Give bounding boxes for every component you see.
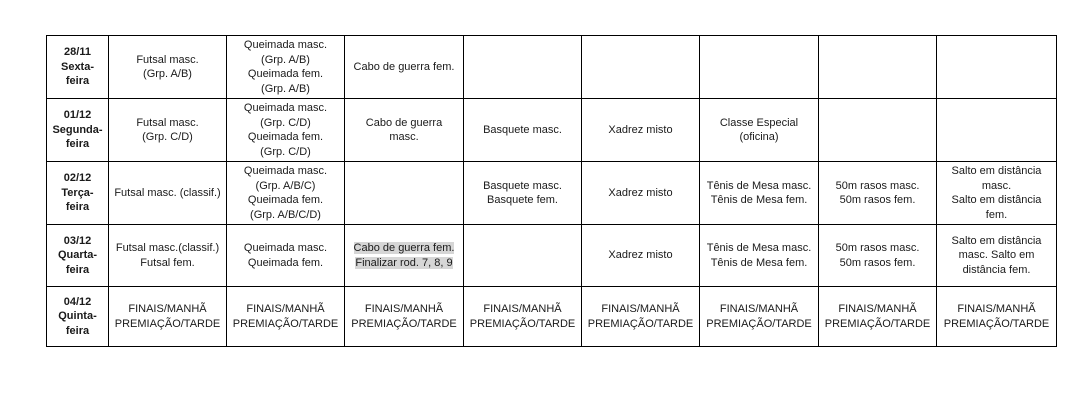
- weekday-label: Terça-: [61, 186, 94, 199]
- weekday-label: Quarta-: [57, 249, 98, 262]
- event-cell: [937, 162, 1057, 225]
- event-line: FINAIS/MANHÃ: [246, 303, 325, 315]
- event-cell: [345, 287, 464, 347]
- event-line: 50m rasos masc.: [835, 242, 920, 254]
- event-line: FINAIS/MANHÃ: [838, 303, 917, 315]
- table-row: [47, 225, 1057, 287]
- schedule-table: [46, 35, 1057, 347]
- event-line: 50m rasos fem.: [839, 194, 916, 206]
- date-label: 04/12: [63, 295, 92, 308]
- weekday-label: feira: [65, 263, 90, 276]
- event-line: Queimada masc.: [243, 165, 328, 177]
- event-cell: [582, 162, 700, 225]
- date-cell: [47, 99, 109, 162]
- event-cell: [227, 225, 345, 287]
- weekday-label: feira: [65, 324, 90, 337]
- event-cell: [700, 99, 819, 162]
- event-line: Queimada fem.: [247, 194, 324, 206]
- event-cell: [819, 162, 937, 225]
- event-cell-highlighted: [345, 225, 464, 287]
- event-line: Queimada fem.: [247, 256, 324, 269]
- event-line: Futsal masc. (classif.): [114, 186, 221, 199]
- date-label: 03/12: [63, 234, 92, 247]
- event-line: Xadrez misto: [608, 123, 673, 136]
- event-line: Xadrez misto: [608, 249, 673, 262]
- event-line: masc.: [981, 179, 1012, 192]
- date-cell: [47, 287, 109, 347]
- event-line: Classe Especial: [719, 116, 799, 129]
- date-label: 02/12: [63, 172, 92, 185]
- event-line: Finalizar rod. 7, 8, 9: [355, 256, 453, 269]
- event-cell: [582, 225, 700, 287]
- highlighted-text: [354, 242, 455, 269]
- event-line: PREMIAÇÃO/TARDE: [706, 317, 812, 330]
- event-cell: [109, 36, 227, 99]
- event-cell: [227, 99, 345, 162]
- schedule-body: [47, 36, 1057, 347]
- empty-cell: [464, 225, 582, 287]
- table-row: [47, 287, 1057, 347]
- event-line: Basquete masc.: [483, 123, 562, 136]
- event-line: 50m rasos masc.: [835, 179, 920, 192]
- event-line: Salto em distância: [951, 234, 1042, 247]
- event-line: FINAIS/MANHÃ: [601, 303, 680, 315]
- table-row: [47, 36, 1057, 99]
- empty-cell: [819, 99, 937, 162]
- event-line: fem.: [985, 208, 1008, 221]
- event-line: (Grp. C/D): [260, 145, 311, 158]
- event-cell: [227, 162, 345, 225]
- event-line: Cabo de guerra: [365, 116, 443, 129]
- weekday-label: feira: [65, 138, 90, 151]
- event-line: Cabo de guerra fem.: [353, 242, 455, 254]
- event-line: PREMIAÇÃO/TARDE: [232, 317, 339, 330]
- date-label: 28/11: [64, 46, 91, 59]
- event-cell: [464, 287, 582, 347]
- event-line: Basquete masc.: [483, 179, 562, 192]
- weekday-label: feira: [65, 75, 90, 88]
- event-cell: [700, 225, 819, 287]
- event-line: PREMIAÇÃO/TARDE: [587, 317, 694, 330]
- event-line: Cabo de guerra fem.: [353, 60, 455, 73]
- event-cell: [227, 36, 345, 99]
- event-line: Futsal masc.(classif.): [115, 242, 220, 254]
- event-line: 50m rasos fem.: [839, 256, 916, 269]
- event-cell: [582, 99, 700, 162]
- event-line: Xadrez misto: [608, 186, 673, 199]
- date-cell: [47, 162, 109, 225]
- event-cell: [109, 225, 227, 287]
- event-cell: [109, 162, 227, 225]
- event-line: Queimada masc.: [243, 102, 328, 114]
- event-cell: [937, 225, 1057, 287]
- event-line: FINAIS/MANHÃ: [483, 303, 562, 315]
- event-line: Tênis de Mesa masc.: [706, 242, 812, 254]
- event-line: PREMIAÇÃO/TARDE: [943, 317, 1050, 330]
- event-line: masc. Salto em: [958, 249, 1035, 262]
- event-line: Queimada masc.: [243, 242, 328, 254]
- event-line: (Grp. A/B/C): [255, 179, 316, 192]
- event-cell: [819, 287, 937, 347]
- event-line: (Grp. A/B/C/D): [250, 208, 321, 221]
- event-line: (Grp. C/D): [260, 116, 311, 129]
- event-cell: [464, 162, 582, 225]
- event-cell: [109, 287, 227, 347]
- empty-cell: [582, 36, 700, 99]
- event-cell: [700, 287, 819, 347]
- event-cell: [345, 99, 464, 162]
- date-cell: [47, 225, 109, 287]
- empty-cell: [464, 36, 582, 99]
- event-line: Basquete fem.: [487, 194, 558, 206]
- event-line: masc.: [389, 131, 419, 143]
- event-line: FINAIS/MANHÃ: [128, 303, 207, 315]
- empty-cell: [819, 36, 937, 99]
- event-line: Tênis de Mesa fem.: [710, 256, 808, 269]
- empty-cell: [345, 162, 464, 225]
- event-line: (Grp. A/B): [143, 68, 192, 80]
- event-line: Futsal masc.: [136, 53, 199, 66]
- event-line: Futsal masc.: [136, 116, 199, 129]
- table-row: [47, 162, 1057, 225]
- date-label: 01/12: [63, 109, 92, 122]
- event-line: PREMIAÇÃO/TARDE: [469, 317, 576, 330]
- event-line: PREMIAÇÃO/TARDE: [114, 317, 221, 330]
- event-line: PREMIAÇÃO/TARDE: [351, 317, 457, 330]
- empty-cell: [700, 36, 819, 99]
- table-row: [47, 99, 1057, 162]
- event-cell: [464, 99, 582, 162]
- event-line: Tênis de Mesa fem.: [710, 194, 808, 206]
- empty-cell: [937, 36, 1057, 99]
- event-line: (Grp. A/B): [261, 53, 310, 66]
- event-cell: [582, 287, 700, 347]
- event-line: Queimada fem.: [247, 68, 324, 80]
- weekday-label: Sexta-: [60, 60, 95, 73]
- event-cell: [345, 36, 464, 99]
- event-line: (Grp. A/B): [261, 82, 310, 95]
- event-line: Salto em distância: [951, 194, 1042, 206]
- event-line: Queimada fem.: [247, 131, 324, 143]
- weekday-label: Segunda-: [52, 123, 103, 136]
- event-line: PREMIAÇÃO/TARDE: [824, 317, 931, 330]
- weekday-label: Quinta-: [58, 310, 97, 323]
- event-line: distância fem.: [962, 263, 1031, 276]
- event-line: (oficina): [739, 131, 779, 143]
- event-cell: [227, 287, 345, 347]
- event-line: FINAIS/MANHÃ: [364, 303, 444, 315]
- event-line: FINAIS/MANHÃ: [957, 303, 1036, 315]
- event-line: Queimada masc.: [243, 39, 328, 51]
- date-cell: [47, 36, 109, 99]
- event-line: (Grp. C/D): [142, 131, 193, 143]
- empty-cell: [937, 99, 1057, 162]
- weekday-label: feira: [65, 201, 90, 214]
- event-line: FINAIS/MANHÃ: [719, 303, 799, 315]
- event-line: Salto em distância: [951, 165, 1042, 177]
- event-cell: [109, 99, 227, 162]
- event-cell: [819, 225, 937, 287]
- event-line: Tênis de Mesa masc.: [706, 179, 812, 192]
- event-line: Futsal fem.: [140, 256, 195, 269]
- event-cell: [937, 287, 1057, 347]
- event-cell: [700, 162, 819, 225]
